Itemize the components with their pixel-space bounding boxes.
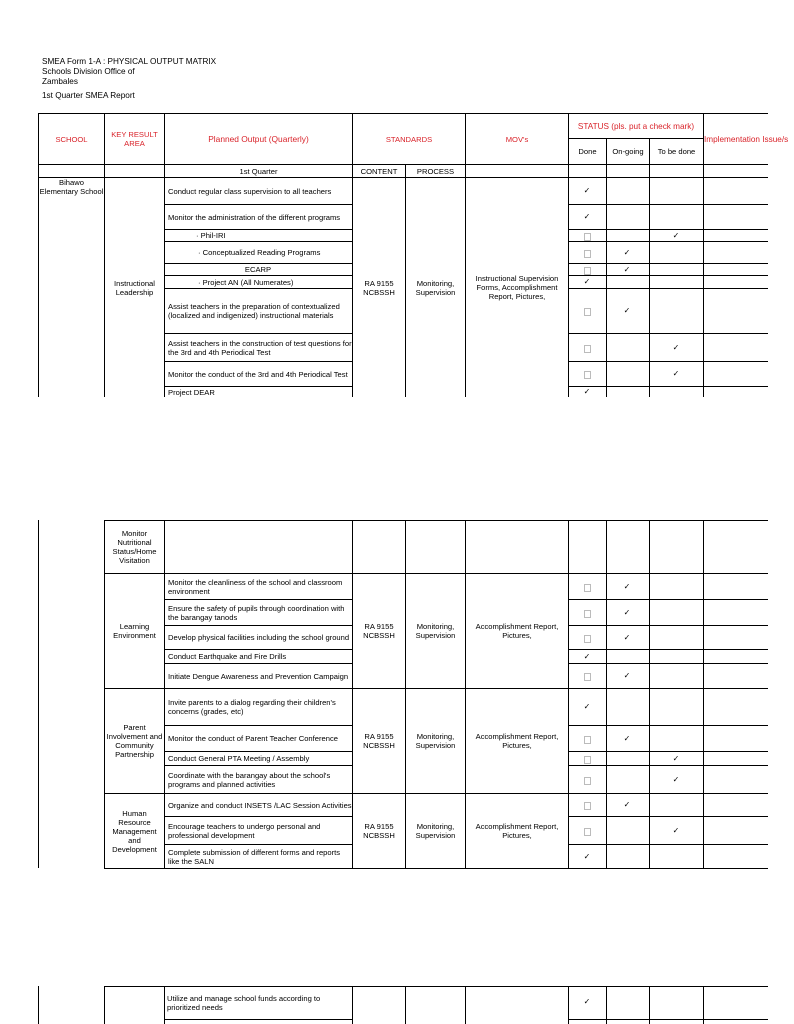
ongoing-check-icon[interactable]: ✓ (623, 632, 631, 642)
standards-content: RA 9155 NCBSSH (363, 278, 395, 297)
col-implementation-header: Implementation Issue/s (704, 134, 789, 144)
ongoing-check-icon[interactable]: ✓ (623, 264, 631, 274)
empty-checkbox-icon[interactable] (584, 250, 591, 258)
planned-output-row: Assist teachers in the construction of test questions for the 3rd and 4th Periodical Test (168, 338, 352, 357)
pi-movs: Accomplishment Report, Pictures, (475, 732, 559, 750)
col-done-header: Done (578, 147, 597, 156)
col-ongoing-header: On-going (612, 147, 644, 156)
empty-checkbox-icon[interactable] (584, 802, 591, 810)
col-school-header: SCHOOL (55, 134, 88, 144)
empty-checkbox-icon[interactable] (584, 267, 591, 275)
content-subheader: CONTENT (360, 166, 398, 176)
division-office-line: Schools Division Office of (42, 67, 135, 76)
planned-output-row: Monitor the administration of the different programs (168, 212, 341, 222)
planned-output-row: Conduct General PTA Meeting / Assembly (168, 754, 310, 763)
movs-cell: Instructional Supervision Forms, Accomplishment Report, Pictures, (475, 274, 559, 301)
col-kra-header: KEY RESULT AREA (111, 130, 158, 148)
empty-checkbox-icon[interactable] (584, 673, 591, 681)
ongoing-check-icon[interactable]: ✓ (623, 306, 631, 315)
empty-checkbox-icon[interactable] (584, 828, 591, 836)
planned-output-row: Assist teachers in the preparation of contextualized (localized and indigenized) instructional materials (168, 302, 340, 320)
kra-instructional-leadership: Instructional Leadership (114, 278, 155, 297)
empty-checkbox-icon[interactable] (584, 610, 591, 618)
kra-nutrition-home-visitation: Monitor Nutritional Status/Home Visitation (112, 529, 157, 565)
done-check-icon[interactable]: ✓ (583, 387, 591, 396)
empty-checkbox-icon[interactable] (584, 736, 591, 744)
done-check-icon[interactable]: ✓ (583, 651, 591, 661)
ongoing-check-icon[interactable]: ✓ (623, 581, 631, 591)
planned-output-row: Monitor the conduct of the 3rd and 4th Periodical Test (168, 369, 348, 379)
planned-output-row: Organize and conduct INSETS /LAC Session Activities (168, 800, 352, 810)
done-check-icon[interactable]: ✓ (583, 702, 591, 711)
planned-output-row: Monitor the conduct of Parent Teacher Conference (168, 734, 338, 743)
col-movs-header: MOV's (505, 134, 529, 144)
col-planned-output-header: Planned Output (Quarterly) (208, 133, 309, 144)
empty-checkbox-icon[interactable] (584, 635, 591, 643)
planned-output-row: ECARP (244, 265, 272, 274)
ongoing-check-icon[interactable]: ✓ (623, 607, 631, 617)
planned-output-row: Coordinate with the barangay about the school's programs and planned activities (168, 770, 331, 789)
empty-checkbox-icon[interactable] (584, 756, 591, 764)
ongoing-check-icon[interactable]: ✓ (623, 247, 631, 257)
planned-output-row: Initiate Dengue Awareness and Prevention Campaign (168, 671, 349, 681)
tobedone-check-icon[interactable]: ✓ (672, 369, 680, 378)
pi-standards-process: Monitoring, Supervision (415, 732, 456, 750)
done-check-icon[interactable]: ✓ (583, 186, 591, 195)
planned-output-row: · Project AN (All Numerates) (198, 277, 294, 287)
planned-output-row: Conduct regular class supervision to all teachers (168, 186, 332, 196)
planned-output-row: · Phil-IRI (196, 231, 226, 240)
kra-human-resource: Human Resource Management and Development (112, 808, 157, 854)
le-movs: Accomplishment Report, Pictures, (475, 622, 559, 640)
report-title: 1st Quarter SMEA Report (42, 91, 135, 100)
planned-output-row: · Conceptualized Reading Programs (198, 248, 321, 257)
le-standards-content: RA 9155 NCBSSH (363, 622, 395, 640)
planned-output-row: Encourage teachers to undergo personal and professional development (168, 821, 321, 840)
ongoing-check-icon[interactable]: ✓ (623, 733, 631, 743)
col-standards-header: STANDARDS (385, 134, 433, 144)
kra-learning-environment: Learning Environment (113, 622, 156, 640)
planned-output-row: Conduct Earthquake and Fire Drills (168, 652, 287, 661)
empty-checkbox-icon[interactable] (584, 233, 591, 241)
planned-output-row: Invite parents to a dialog regarding their children's concerns (grades, etc) (168, 698, 336, 716)
planned-output-row: Ensure the safety of pupils through coordination with the barangay tanods (168, 603, 345, 622)
empty-checkbox-icon[interactable] (584, 308, 591, 316)
planned-output-row: Monitor the cleanliness of the school and classroom environment (168, 577, 343, 596)
school-name: Bihawo Elementary School (39, 178, 104, 196)
empty-checkbox-icon[interactable] (584, 371, 591, 379)
tobedone-check-icon[interactable]: ✓ (672, 230, 680, 240)
standards-process: Monitoring, Supervision (415, 278, 456, 297)
tobedone-check-icon[interactable]: ✓ (672, 753, 680, 763)
done-check-icon[interactable]: ✓ (583, 851, 591, 861)
tobedone-check-icon[interactable]: ✓ (672, 342, 680, 352)
ongoing-check-icon[interactable]: ✓ (623, 800, 631, 809)
planned-output-row: Project DEAR (168, 387, 215, 397)
hr-standards-content: RA 9155 NCBSSH (363, 822, 395, 840)
quarter-label: 1st Quarter (239, 166, 278, 176)
process-subheader: PROCESS (416, 166, 455, 176)
hr-movs: Accomplishment Report, Pictures, (475, 822, 559, 840)
col-tobedone-header: To be done (657, 147, 696, 156)
done-check-icon: ✓ (583, 997, 591, 1006)
empty-checkbox-icon[interactable] (584, 584, 591, 592)
kra-parent-involvement: Parent Involvement and Community Partnership (106, 723, 163, 759)
planned-output-row: Utilize and manage school funds according to prioritized needs (167, 994, 321, 1012)
done-check-icon[interactable]: ✓ (583, 277, 591, 286)
division-province-line: Zambales (42, 77, 78, 86)
tobedone-check-icon[interactable]: ✓ (672, 825, 680, 835)
col-status-header: STATUS (pls. put a check mark) (577, 121, 695, 131)
empty-checkbox-icon[interactable] (584, 777, 591, 785)
pi-standards-content: RA 9155 NCBSSH (363, 732, 395, 750)
done-check-icon[interactable]: ✓ (583, 212, 591, 221)
tobedone-check-icon[interactable]: ✓ (672, 774, 680, 784)
ongoing-check-icon[interactable]: ✓ (623, 671, 631, 680)
empty-checkbox-icon[interactable] (584, 345, 591, 353)
hr-standards-process: Monitoring, Supervision (415, 822, 456, 840)
le-standards-process: Monitoring, Supervision (415, 622, 456, 640)
form-title: SMEA Form 1-A : PHYSICAL OUTPUT MATRIX (42, 57, 217, 66)
planned-output-row: Complete submission of different forms and reports like the SALN (168, 847, 341, 866)
planned-output-row: Develop physical facilities including the school ground (168, 633, 350, 642)
